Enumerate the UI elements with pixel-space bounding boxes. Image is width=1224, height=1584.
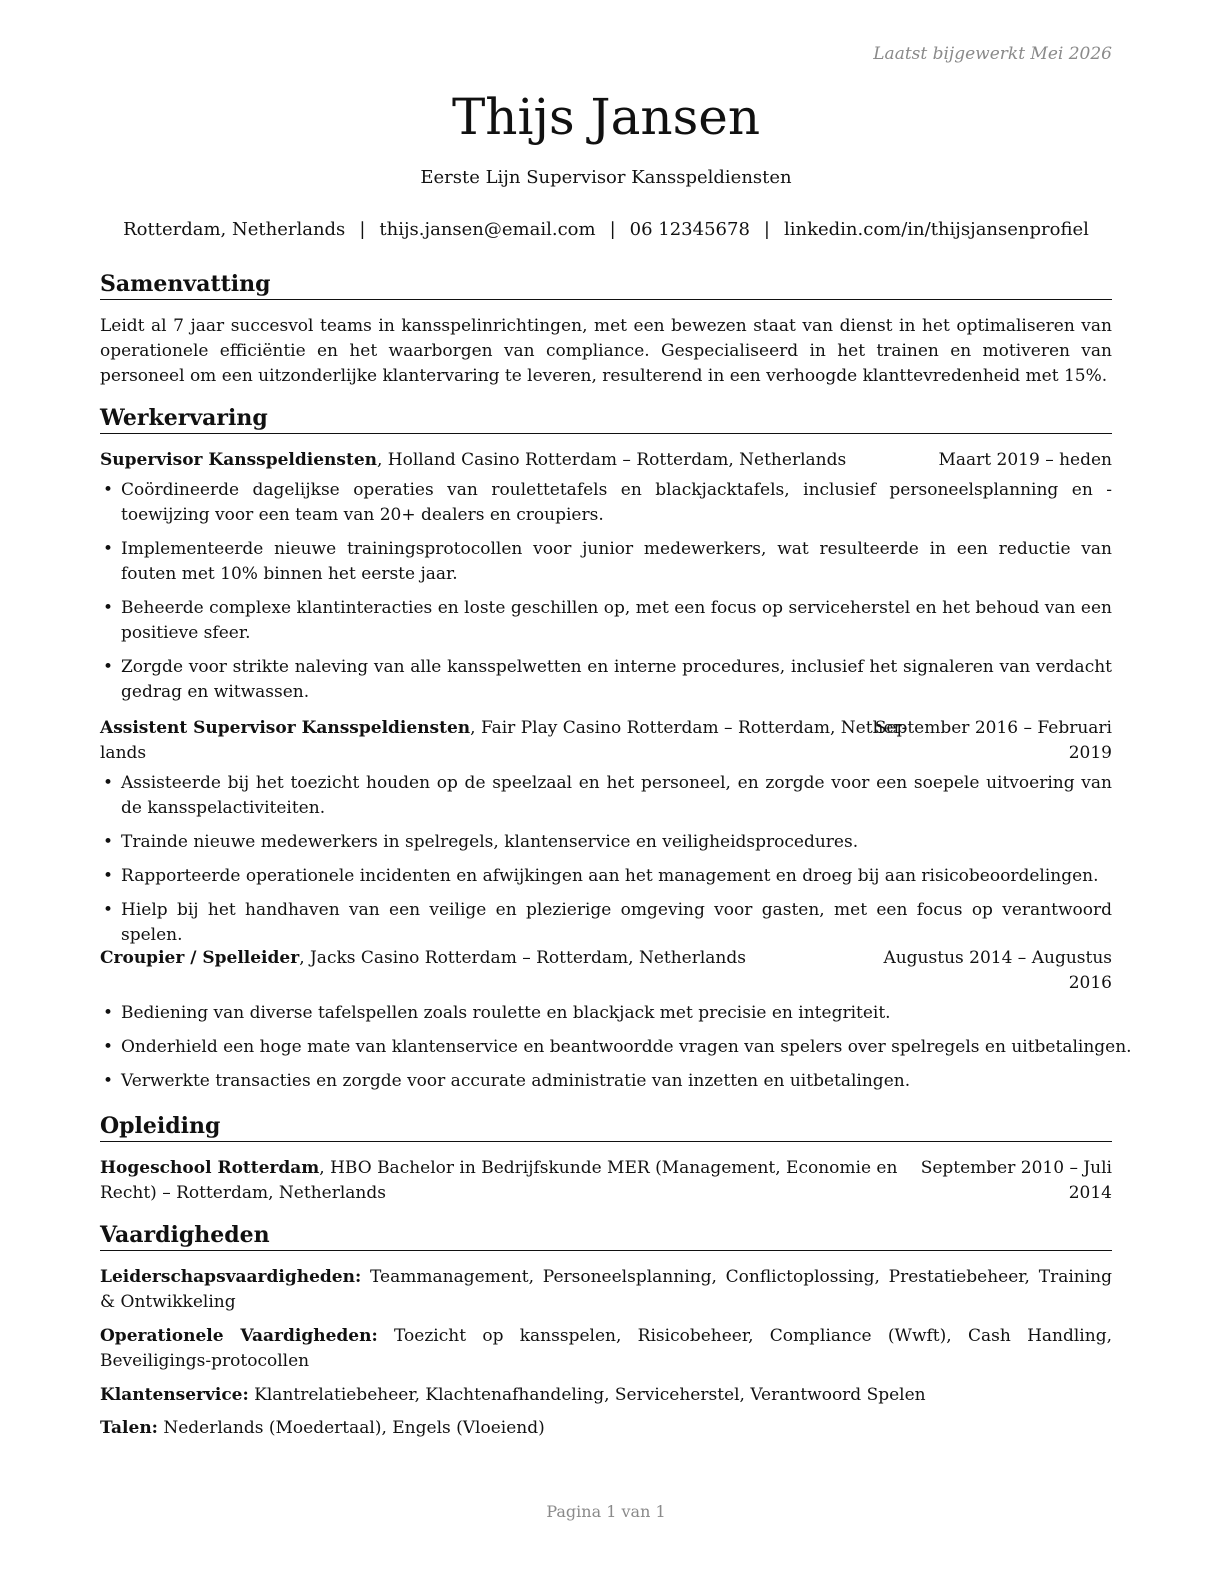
- job-dates: September 2016 – Februari: [874, 718, 1112, 738]
- job-bullets: [100, 771, 1112, 957]
- education-dates: September 2010 – Juli: [920, 1158, 1112, 1178]
- skill-row: [100, 1383, 1112, 1408]
- summary-heading: Samenvatting: [100, 270, 1112, 300]
- job-bullets: [100, 478, 1112, 714]
- contact-separator: |: [763, 219, 770, 240]
- summary-text: Leidt al 7 jaar succesvol teams in kansspelinrichtingen, met een bewezen staat van dienst in het optimaliseren van operationele efficiëntie en het waarborgen van compliance. Gespecialiseerd in het trainen en motiveren van personeel om een uitzonderlijke klantervaring te leveren, resulterend in een verhoogde klanttevredenheid met 15%.: [100, 316, 1112, 386]
- bullet-item: • Verwerkte transacties en zorgde voor accurate administratie van inzetten en uitbetalingen.: [100, 1069, 1112, 1094]
- skill-value: Klantrelatiebeheer, Klachtenafhandeling, Serviceherstel, Verantwoord Spelen: [248, 1385, 926, 1405]
- contact-separator: |: [359, 219, 366, 240]
- contact-separator: |: [609, 219, 616, 240]
- bullet-item: • Implementeerde nieuwe trainingsprotocollen voor junior medewerkers, wat resulteerde in een reductie van fouten met 10% binnen het eerste jaar.: [100, 537, 1112, 587]
- education-degree-cont: Recht) – Rotterdam, Netherlands: [100, 1183, 386, 1203]
- skill-label: Talen:: [100, 1418, 158, 1438]
- job-bullets: [100, 1001, 1132, 1103]
- job-org-line: [100, 946, 746, 971]
- contact-line: [80, 219, 1132, 240]
- bullet-item: • Beheerde complexe klantinteracties en loste geschillen op, met een focus op serviceherstel en het behoud van een positieve sfeer.: [100, 596, 1112, 646]
- experience-heading: Werkervaring: [100, 404, 1112, 434]
- contact-location: Rotterdam, Netherlands: [123, 219, 346, 240]
- bullet-item: • Trainde nieuwe medewerkers in spelregels, klantenservice en veiligheidsprocedures.: [100, 830, 1112, 855]
- education-line: [100, 1156, 897, 1181]
- contact-linkedin[interactable]: linkedin.com/in/thijsjansenprofiel: [783, 219, 1089, 240]
- skill-value: Toezicht op kansspelen, Risicobeheer, Compliance (Wwft), Cash Handling, Beveiligings-protocollen: [100, 1326, 1112, 1371]
- page-number: Pagina 1 van 1: [546, 1502, 666, 1521]
- job-org: , Jacks Casino Rotterdam – Rotterdam, Netherlands: [299, 948, 746, 968]
- bullet-item: • Bediening van diverse tafelspellen zoals roulette en blackjack met precisie en integriteit.: [100, 1001, 1112, 1026]
- candidate-name: Thijs Jansen: [451, 88, 761, 146]
- skill-value: Nederlands (Moedertaal), Engels (Vloeiend): [157, 1418, 545, 1438]
- bullet-item: • Coördineerde dagelijkse operaties van roulettetafels en blackjacktafels, inclusief personeelsplanning en -toewijzing voor een team van 20+ dealers en croupiers.: [100, 478, 1112, 528]
- job-org-line: [100, 448, 846, 473]
- job-dates: Maart 2019 – heden: [938, 450, 1112, 470]
- job-org-cont: lands: [100, 743, 147, 763]
- skill-row: [100, 1416, 1112, 1441]
- job-title: Eerste Lijn Supervisor Kansspeldiensten: [420, 167, 792, 188]
- last-updated: Laatst bijgewerkt Mei 2026: [873, 44, 1112, 64]
- job-org: , Fair Play Casino Rotterdam – Rotterdam, Nether-: [470, 718, 908, 738]
- education-dates-cont: 2014: [1068, 1183, 1112, 1203]
- skill-row: [100, 1324, 1112, 1374]
- job-org: , Holland Casino Rotterdam – Rotterdam, Netherlands: [377, 450, 847, 470]
- bullet-item: • Zorgde voor strikte naleving van alle kansspelwetten en interne procedures, inclusief het signaleren van verdacht gedrag en witwassen.: [100, 655, 1112, 705]
- education-degree: , HBO Bachelor in Bedrijfskunde MER (Management, Economie en: [319, 1158, 898, 1178]
- skill-label: Klantenservice:: [100, 1385, 249, 1405]
- job-role: Croupier / Spelleider: [100, 948, 300, 968]
- resume-page: [100, 0, 1132, 1584]
- skill-value: Teammanagement, Personeelsplanning, Conflictoplossing, Prestatiebeheer, Training & Ontwikkeling: [100, 1267, 1112, 1312]
- bullet-item: • Onderhield een hoge mate van klantenservice en beantwoordde vragen van spelers over spelregels en uitbetalingen.: [100, 1035, 1112, 1060]
- contact-phone: 06 12345678: [629, 219, 750, 240]
- job-role: Supervisor Kansspeldiensten: [100, 450, 377, 470]
- skill-label: Leiderschapsvaardigheden:: [100, 1267, 362, 1287]
- bullet-item: • Assisteerde bij het toezicht houden op de speelzaal en het personeel, en zorgde voor een soepele uitvoering van de kansspelactiviteiten.: [100, 771, 1112, 821]
- job-org-line: [100, 716, 907, 741]
- skills-heading: Vaardigheden: [100, 1221, 1112, 1251]
- bullet-item: • Hielp bij het handhaven van een veilige en plezierige omgeving voor gasten, met een focus op verantwoord spelen.: [100, 898, 1112, 948]
- education-heading: Opleiding: [100, 1112, 1112, 1142]
- job-dates-cont: 2016: [1068, 973, 1112, 993]
- bullet-item: • Rapporteerde operationele incidenten en afwijkingen aan het management en droeg bij aan risicobeoordelingen.: [100, 864, 1112, 889]
- job-dates: Augustus 2014 – Augustus: [883, 948, 1112, 968]
- contact-email[interactable]: thijs.jansen@email.com: [379, 219, 596, 240]
- education-school: Hogeschool Rotterdam: [100, 1158, 320, 1178]
- job-role: Assistent Supervisor Kansspeldiensten: [100, 718, 471, 738]
- job-dates-cont: 2019: [1068, 743, 1112, 763]
- skill-label: Operationele Vaardigheden:: [100, 1326, 378, 1346]
- skill-row: [100, 1265, 1112, 1315]
